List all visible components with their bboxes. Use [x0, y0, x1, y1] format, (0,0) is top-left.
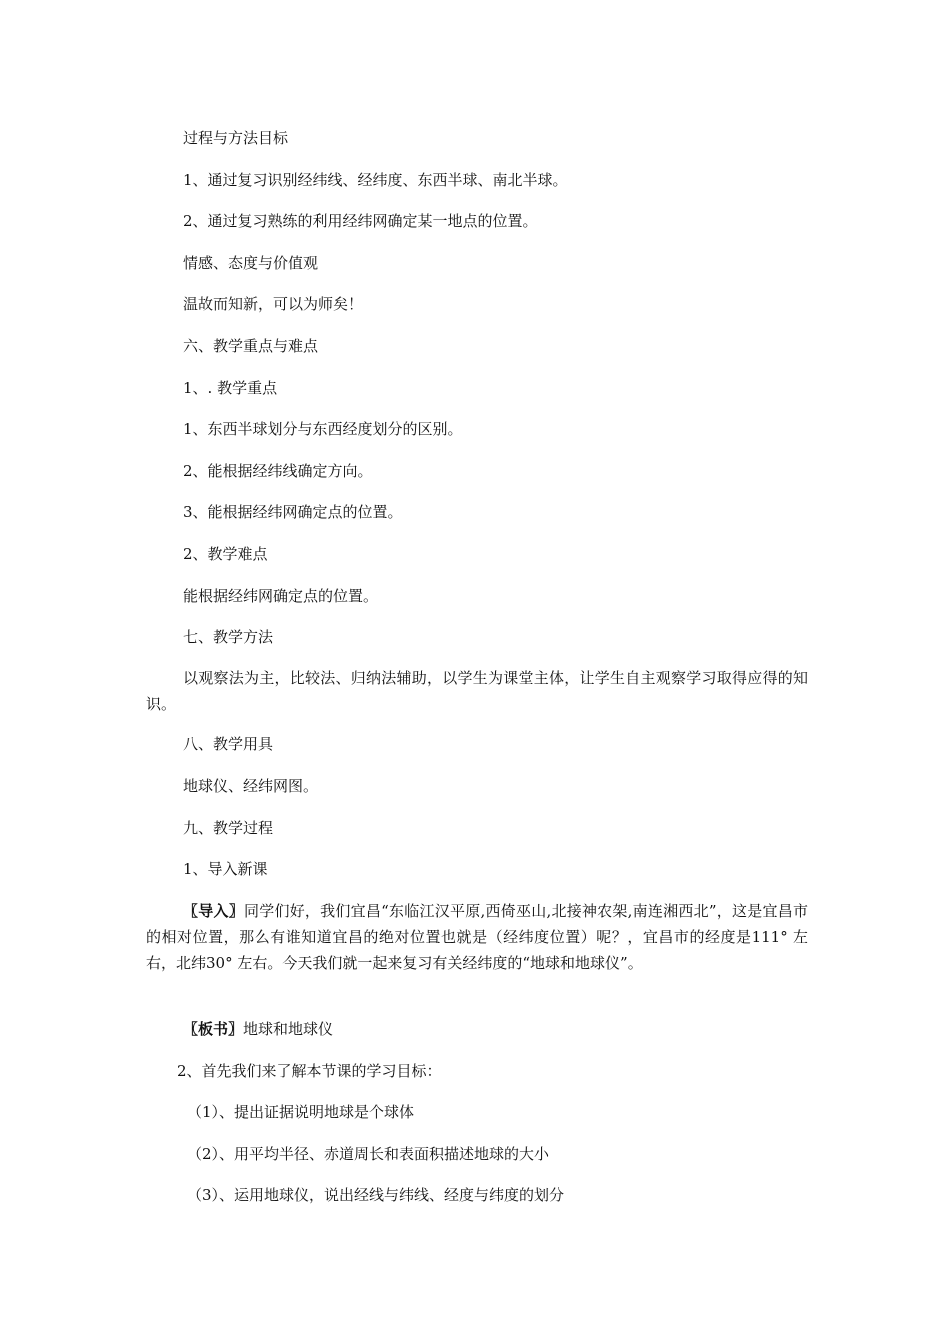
- section-9-heading: 九、教学过程: [183, 819, 274, 837]
- section-7-heading: 七、教学方法: [183, 628, 274, 646]
- board-line: [183, 1019, 333, 1039]
- goal-item-2: 2、通过复习熟练的利用经纬网确定某一地点的位置。: [183, 212, 538, 230]
- board-label: 〖板书〗: [183, 1020, 244, 1038]
- objective-2: （2）、用平均半径、赤道周长和表面积描述地球的大小: [187, 1145, 550, 1163]
- section-8-heading: 八、教学用具: [183, 735, 274, 753]
- intro-step-heading: 1、导入新课: [183, 860, 268, 878]
- objectives-intro: 2、首先我们来了解本节课的学习目标：: [177, 1062, 442, 1080]
- heading-process-method: 过程与方法目标: [183, 129, 289, 147]
- key-point-1: 1、东西半球划分与东西经度划分的区别。: [183, 420, 463, 438]
- intro-paragraph: [146, 898, 808, 976]
- key-point-3: 3、能根据经纬网确定点的位置。: [183, 503, 403, 521]
- key-points-heading: 1、. 教学重点: [183, 379, 278, 397]
- difficulty-heading: 2、教学难点: [183, 545, 268, 563]
- goal-item-1: 1、通过复习识别经纬线、经纬度、东西半球、南北半球。: [183, 171, 568, 189]
- intro-label: 〖导入〗: [183, 902, 244, 920]
- intro-text: 同学们好，我们宜昌“东临江汉平原,西倚巫山,北接神农架,南连湘西北”，这是宜昌市的相对位置，那么有谁知道宜昌的绝对位置也就是（经纬度位置）呢？，宜昌市的经度是111° 左右，北纬30° 左右。今天我们就一起来复习有关经纬度的“地球和地球仪”。: [146, 902, 808, 972]
- heading-emotion-attitude: 情感、态度与价值观: [183, 254, 319, 272]
- difficulty-text: 能根据经纬网确定点的位置。: [183, 587, 379, 605]
- objective-1: （1）、提出证据说明地球是个球体: [187, 1103, 415, 1121]
- objective-3: （3）、运用地球仪，说出经线与纬线、经度与纬度的划分: [187, 1186, 565, 1204]
- teaching-tools-text: 地球仪、经纬网图。: [183, 777, 319, 795]
- section-6-heading: 六、教学重点与难点: [183, 337, 319, 355]
- key-point-2: 2、能根据经纬线确定方向。: [183, 462, 373, 480]
- method-paragraph: 以观察法为主，比较法、归纳法辅助，以学生为课堂主体，让学生自主观察学习取得应得的知识。: [146, 669, 808, 713]
- emotion-goal-text: 温故而知新，可以为师矣！: [183, 295, 364, 313]
- board-text: 地球和地球仪: [243, 1020, 334, 1038]
